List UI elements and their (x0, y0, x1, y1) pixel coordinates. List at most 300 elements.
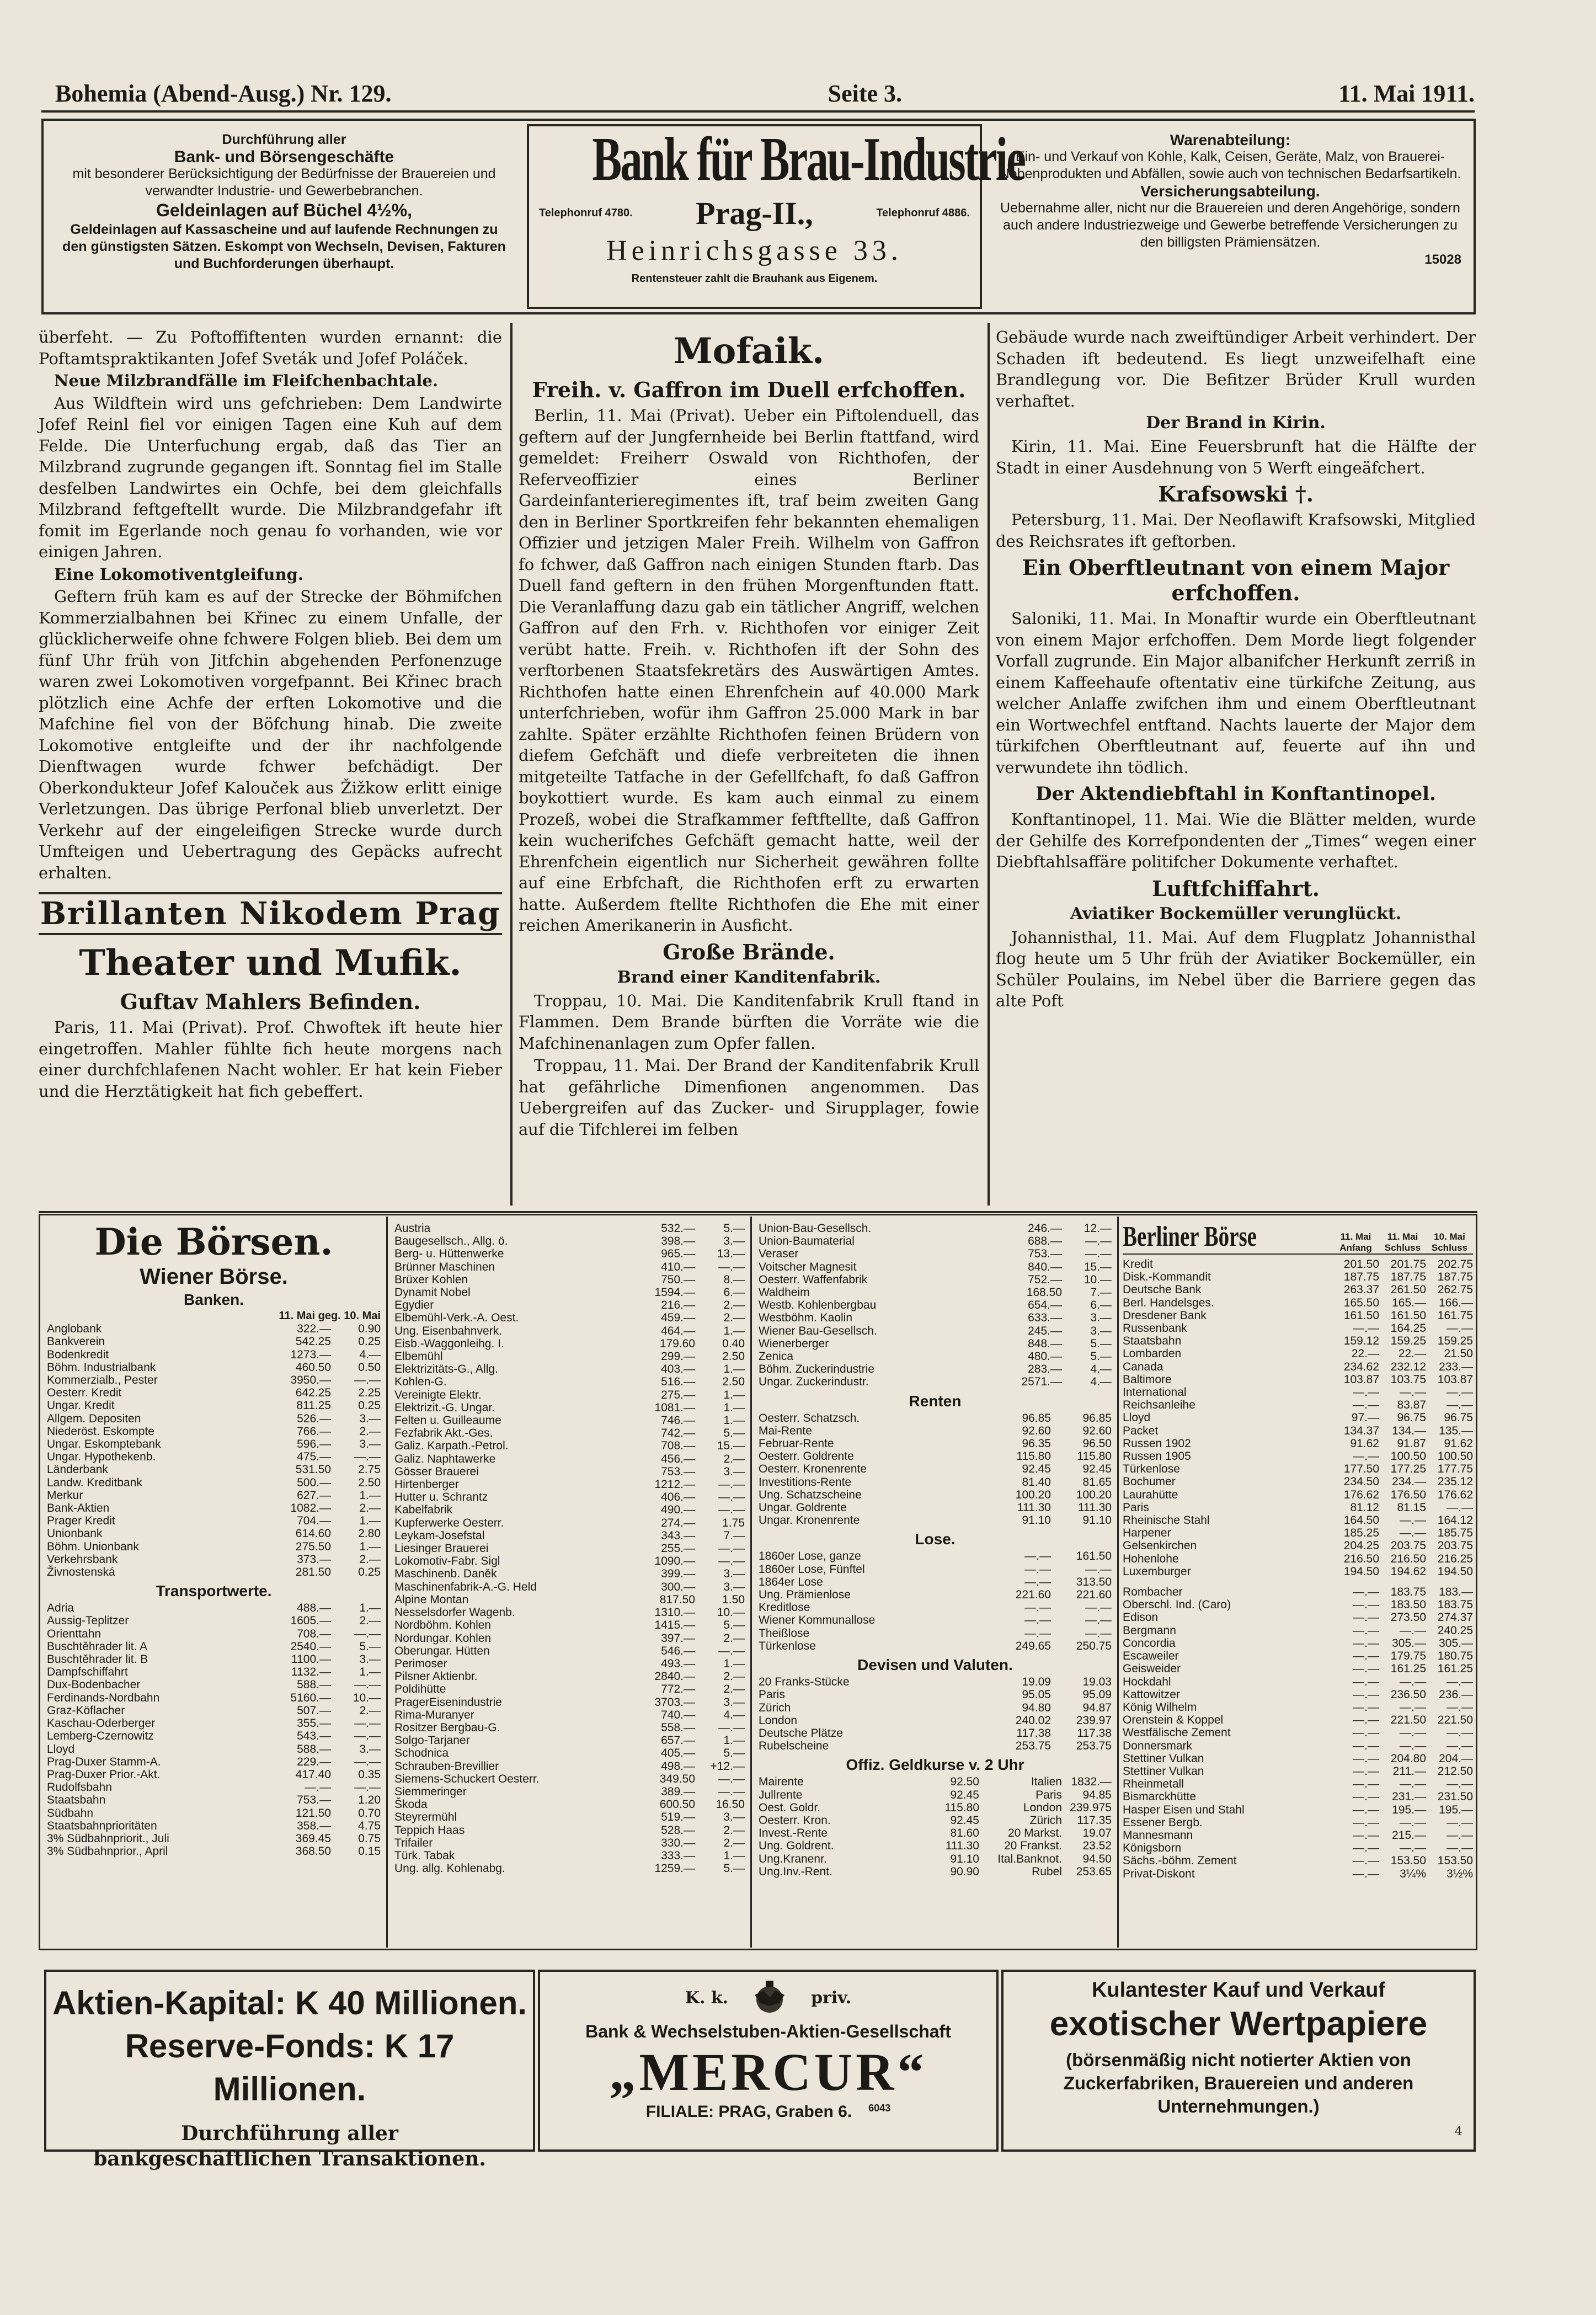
price-cell: 1082.— (290, 1502, 331, 1515)
price-cell: —.— (1085, 1247, 1112, 1261)
security-name: Stettiner Vulkan (1123, 1764, 1204, 1778)
table-row (759, 1550, 1112, 1562)
section-rule (39, 1211, 1477, 1213)
security-name: Trifailer (394, 1836, 433, 1849)
security-name: Galiz. Karpath.-Petrol. (394, 1439, 509, 1453)
security-name: Invest.-Rente (759, 1827, 828, 1840)
price-cell: 657.— (661, 1734, 695, 1747)
security-name: Niederöst. Eskompte (47, 1425, 154, 1438)
price-cell: —.— (718, 1478, 745, 1491)
table-row (394, 1721, 745, 1734)
ad-phone: Telephonruf 4780. (539, 207, 633, 219)
price-cell: 96.75 (1444, 1411, 1473, 1425)
price-cell: 0.25 (358, 1399, 381, 1412)
security-name: 1860er Lose, Fünftel (759, 1562, 865, 1576)
price-cell: 519.— (661, 1811, 695, 1824)
price-cell: 161.75 (1437, 1309, 1473, 1322)
ad-left-text: mit besonderer Berücksichtigung der Bedürfnisse der Brauereien und verwandter Industrie- und Gewerbebranchen. (72, 166, 496, 199)
table-row (1123, 1386, 1473, 1399)
security-name: Rositzer Bergbau-G. (394, 1721, 500, 1734)
price-cell: 262.75 (1437, 1283, 1473, 1297)
price-cell: 2.— (723, 1670, 745, 1683)
security-name: Deutsche Plätze (759, 1726, 843, 1740)
price-cell: 349.50 (659, 1772, 695, 1785)
news-headline: Krafsowski †. (1158, 482, 1314, 506)
security-name: Ung.Inv.-Rent. (759, 1865, 832, 1878)
table-row (394, 1670, 745, 1683)
ad-street: Heinrichsgasse 33. (606, 235, 903, 266)
price-cell: 92.45 (1082, 1463, 1112, 1476)
table-row (394, 1555, 745, 1567)
security-name: Reichsanleihe (1123, 1399, 1195, 1412)
price-cell: —.— (1446, 1675, 1473, 1688)
price-cell: 753.— (297, 1794, 331, 1807)
price-cell: 614.60 (295, 1527, 331, 1540)
header-date: 11. Mai 1911. (1338, 80, 1475, 107)
price-cell: 10.— (1083, 1273, 1112, 1286)
price-cell: 19.07 (1082, 1827, 1112, 1840)
security-name: Wiener Kommunallose (759, 1614, 876, 1627)
table-row (759, 1337, 1112, 1350)
table-row (1123, 1450, 1473, 1463)
price-cell: 1.— (359, 1489, 381, 1502)
security-name: Buschtěhrader lit. B (47, 1653, 148, 1666)
security-name: Voitscher Magnesit (759, 1260, 857, 1273)
security-name: Elbemühl-Verk.-A. Oest. (394, 1311, 519, 1325)
price-cell: 596.— (297, 1438, 331, 1451)
price-cell: —.— (1353, 1726, 1379, 1740)
security-name: Merkur (47, 1489, 83, 1502)
table-row (1123, 1437, 1473, 1450)
table-row (1123, 1765, 1473, 1778)
table-row (47, 1476, 381, 1489)
transport-heading: Transportwerte. (156, 1582, 272, 1600)
price-cell: 187.75 (1390, 1271, 1426, 1284)
table-row (1123, 1701, 1473, 1714)
price-cell: 4.75 (358, 1819, 381, 1832)
price-cell: —.— (1400, 1739, 1426, 1752)
table-row (1123, 1297, 1473, 1309)
price-cell: 216.— (661, 1299, 695, 1312)
news-headline: Große Brände. (663, 939, 835, 964)
price-cell: 221.60 (1076, 1588, 1112, 1602)
table-row (394, 1824, 745, 1837)
table-row (47, 1450, 381, 1463)
price-cell: —.— (1446, 1778, 1473, 1791)
price-cell: 5.— (1090, 1337, 1112, 1350)
table-row (394, 1811, 745, 1823)
table-row (394, 1657, 745, 1670)
price-cell: 1212.— (654, 1478, 695, 1491)
security-name: Bank-Aktien (47, 1502, 110, 1515)
price-cell: 305.— (1392, 1636, 1426, 1650)
price-cell: —.— (1400, 1527, 1426, 1540)
security-name: Nordungar. Kohlen (394, 1631, 492, 1645)
security-name: Länderbank (47, 1463, 108, 1476)
security-name: Pilsner Aktienbr. (394, 1670, 478, 1683)
price-cell: 81.40 (1022, 1475, 1051, 1489)
table-row (394, 1299, 745, 1311)
price-cell: 90.90 (950, 1865, 979, 1878)
table-row (47, 1832, 381, 1845)
price-cell: 1081.— (654, 1401, 695, 1414)
offizielle-kurse-heading: Offiz. Geldkurse v. 2 Uhr (846, 1756, 1024, 1774)
security-name: Jullrente (759, 1788, 803, 1801)
table-row (1123, 1688, 1473, 1701)
table-row (394, 1734, 745, 1747)
price-cell: 3950.— (290, 1374, 331, 1387)
brillanten-advertisement (39, 892, 502, 935)
price-cell: 103.87 (1343, 1373, 1379, 1386)
security-name: London (759, 1714, 798, 1727)
table-row (759, 1222, 1112, 1235)
price-cell: 500.— (297, 1476, 331, 1489)
security-name: Russen 1902 (1123, 1437, 1191, 1450)
industrie-table-2 (759, 1222, 1112, 1389)
mercur-crest-row (540, 1978, 996, 2017)
price-cell: 490.— (661, 1503, 695, 1517)
price-cell: 195.— (1439, 1803, 1473, 1816)
price-cell: 153.50 (1390, 1854, 1426, 1868)
table-row (47, 1794, 381, 1806)
price-cell: 1273.— (290, 1348, 331, 1361)
price-cell: 176.50 (1390, 1488, 1426, 1501)
security-name: Hockdahl (1123, 1675, 1171, 1688)
price-cell: 179.60 (659, 1337, 695, 1350)
table-row (1123, 1842, 1473, 1854)
eagle-crest-icon (750, 1978, 789, 2017)
ad-left-interest: Geldeinlagen auf Büchel 4½%, (156, 200, 413, 220)
security-name: Perimoser (394, 1657, 447, 1670)
price-cell: 3¼% (1400, 1867, 1426, 1880)
ad-right-text: Ein- und Verkauf von Kohle, Kalk, Ceisen, Geräte, Malz, von Brauerei-Nebenprodukten und Abfällen, sowie auch von technischen Bedarfsartikeln. (999, 149, 1461, 182)
price-cell: 1.— (359, 1666, 381, 1679)
price-cell: 1.— (723, 1657, 745, 1670)
price-cell: 531.50 (295, 1463, 331, 1476)
table-row (1123, 1662, 1473, 1675)
price-cell: 194.50 (1343, 1565, 1379, 1578)
price-cell: 81.12 (1350, 1501, 1379, 1514)
price-cell: 1.20 (358, 1794, 381, 1807)
table-row (759, 1601, 1112, 1614)
security-name: 20 Franks-Stücke (759, 1676, 850, 1689)
price-cell: 92.50 (950, 1775, 979, 1789)
table-row (1123, 1829, 1473, 1842)
price-cell: 100.20 (1015, 1488, 1051, 1501)
price-cell: 752.— (1028, 1273, 1062, 1286)
ad-right-panel (990, 126, 1470, 308)
berlin-column-header: 10. Mai Schluss (1431, 1231, 1468, 1253)
price-cell: —.— (1353, 1764, 1379, 1778)
news-headline: Ein Oberftleutnant von einem Major erfchoffen. (1022, 555, 1450, 605)
security-name: Hohenlohe (1123, 1552, 1179, 1565)
security-name: Anglobank (47, 1322, 102, 1336)
table-row (394, 1247, 745, 1260)
security-name: Rima-Muranyer (394, 1708, 474, 1721)
price-cell: 221.50 (1437, 1714, 1473, 1727)
price-cell: 2.— (359, 1425, 381, 1438)
price-cell: 3.— (723, 1465, 745, 1478)
price-cell: 5.— (1090, 1350, 1112, 1363)
price-cell: —.— (354, 1755, 381, 1768)
ad-capital-text: Durchführung aller bankgeschäftlichen Transaktionen. (93, 2122, 486, 2170)
section-title: Theater und Mufik. (79, 942, 462, 984)
security-name: Kredit (1123, 1258, 1153, 1271)
price-cell: —.— (1400, 1778, 1426, 1791)
table-row (759, 1827, 1112, 1839)
news-headline: Guftav Mahlers Befinden. (120, 989, 421, 1014)
price-cell: 546.— (661, 1644, 695, 1657)
price-cell: 459.— (661, 1311, 695, 1325)
table-row (1123, 1586, 1473, 1598)
price-cell: —.— (1400, 1842, 1426, 1855)
price-cell: 4.— (723, 1708, 745, 1721)
price-cell: 0.15 (358, 1845, 381, 1858)
price-cell: 1100.— (291, 1653, 331, 1666)
price-cell: 1.— (723, 1734, 745, 1747)
price-cell: 399.— (661, 1567, 695, 1581)
table-row (394, 1862, 745, 1875)
price-cell: 772.— (661, 1683, 695, 1696)
security-name: Bergmann (1123, 1624, 1176, 1637)
price-cell: —.— (1353, 1842, 1379, 1855)
price-cell: 83.87 (1397, 1399, 1426, 1412)
berlin-table-2 (1123, 1586, 1473, 1880)
table-row (1123, 1565, 1473, 1578)
security-name: Ung. Prämienlose (759, 1588, 851, 1602)
table-row (1123, 1463, 1473, 1475)
security-name: Landw. Kreditbank (47, 1476, 142, 1489)
news-headline: Der Aktendiebftahl in Konftantinopel. (1035, 783, 1436, 805)
price-cell: 708.— (661, 1439, 695, 1453)
ad-reserve-line: Reserve-Fonds: K 17 Millionen. (125, 2028, 455, 2108)
price-cell: 232.12 (1390, 1360, 1426, 1373)
table-row (394, 1747, 745, 1759)
table-row (759, 1814, 1112, 1827)
price-cell: 15.— (717, 1439, 745, 1453)
table-row (47, 1386, 381, 1399)
running-header (55, 58, 1475, 108)
price-cell: 203.75 (1390, 1539, 1426, 1553)
security-name: Hutter u. Schrantz (394, 1491, 488, 1504)
price-cell: 1090.— (654, 1555, 695, 1568)
price-cell: 221.50 (1390, 1714, 1426, 1727)
table-row (394, 1325, 745, 1337)
price-cell: 161.50 (1076, 1550, 1112, 1563)
security-name: Unionbank (47, 1527, 103, 1540)
price-cell: 305.— (1439, 1636, 1473, 1650)
price-cell: 558.— (661, 1721, 695, 1734)
security-name: Zürich (759, 1701, 791, 1714)
price-cell: 274.— (661, 1516, 695, 1529)
price-cell: —.— (1085, 1562, 1112, 1576)
lose-heading: Lose. (915, 1530, 956, 1548)
security-name: Fezfabrik Akt.-Ges. (394, 1427, 493, 1440)
security-name: Prager Kredit (47, 1514, 115, 1528)
price-cell: 460.50 (295, 1361, 331, 1374)
price-cell: 216.50 (1390, 1552, 1426, 1565)
ad-contact-row (529, 193, 980, 234)
table-row (759, 1489, 1112, 1501)
price-cell: 848.— (1028, 1337, 1062, 1350)
price-cell: 96.50 (1082, 1437, 1112, 1450)
security-name: Geisweider (1123, 1662, 1181, 1676)
table-row (394, 1311, 745, 1324)
security-name: Privat-Diskont (1123, 1867, 1195, 1880)
price-cell: 5.— (723, 1862, 745, 1875)
security-name: Elektrizitäts-G., Allg. (394, 1363, 498, 1376)
price-cell: 177.50 (1343, 1463, 1379, 1476)
price-cell: 2.— (723, 1311, 745, 1325)
price-cell: 203.75 (1437, 1539, 1473, 1553)
table-row (1123, 1399, 1473, 1411)
price-cell: 2.— (359, 1704, 381, 1717)
table-row (394, 1491, 745, 1503)
table-row (394, 1414, 745, 1427)
price-cell: 526.— (297, 1412, 331, 1425)
header-page-number: Seite 3. (828, 80, 903, 107)
security-name: Lemberg-Czernowitz (47, 1730, 154, 1743)
price-cell: 96.85 (1082, 1411, 1112, 1425)
security-name: Ung. Schatzscheine (759, 1488, 862, 1501)
table-row (1123, 1373, 1473, 1386)
table-row (47, 1768, 381, 1781)
table-row (1123, 1752, 1473, 1765)
table-row (394, 1632, 745, 1645)
security-name: Nordböhm. Kohlen (394, 1619, 492, 1632)
price-cell: 204.— (1439, 1752, 1473, 1765)
security-name: Kabelfabrik (394, 1503, 453, 1517)
security-name: Union-Baumaterial (759, 1235, 855, 1248)
price-cell: 275.— (661, 1388, 695, 1401)
price-cell: 96.85 (1022, 1411, 1051, 1425)
security-name: Oesterr. Schatzsch. (759, 1411, 860, 1425)
price-cell: —.— (1353, 1790, 1379, 1804)
price-cell: 1.75 (722, 1516, 745, 1529)
price-cell: 215.— (1392, 1828, 1426, 1842)
security-name: Westb. Kohlenbergbau (759, 1299, 877, 1312)
wiener-boerse-heading: Wiener Börse. (140, 1265, 288, 1289)
security-name: Schodnica (394, 1747, 449, 1760)
security-name: Berg- u. Hüttenwerke (394, 1247, 504, 1261)
price-cell: 688.— (1028, 1235, 1062, 1248)
price-cell: 600.50 (659, 1798, 695, 1811)
column-header: 11. Mai geg. 10. Mai (279, 1310, 381, 1322)
price-cell: 368.50 (295, 1845, 331, 1858)
security-name: Maschinenb. Daněk (394, 1567, 497, 1581)
price-cell: 281.50 (295, 1566, 331, 1579)
price-cell: 81.60 (950, 1827, 979, 1840)
security-name: Ung. Goldrent. (759, 1839, 834, 1853)
table-row (47, 1527, 381, 1540)
price-cell: 176.62 (1437, 1488, 1473, 1501)
price-cell: 91.87 (1397, 1437, 1426, 1450)
price-cell: 403.— (661, 1363, 695, 1376)
table-row (47, 1348, 381, 1361)
price-cell: 6.— (1090, 1299, 1112, 1312)
price-cell: Zürich (1029, 1813, 1062, 1827)
security-name: Egydier (394, 1299, 434, 1312)
ad-left-heading: Bank- und Börsengeschäfte (174, 148, 394, 166)
security-name: Bodenkredit (47, 1348, 109, 1361)
price-cell: 185.75 (1437, 1527, 1473, 1540)
price-cell: 708.— (297, 1627, 331, 1640)
price-cell: 94.85 (1082, 1788, 1112, 1801)
table-row (759, 1299, 1112, 1311)
security-name: Oesterr. Kron. (759, 1813, 831, 1827)
security-name: 3% Südbahnprior., April (47, 1845, 168, 1858)
price-cell: —.— (1353, 1636, 1379, 1650)
price-cell: 405.— (661, 1747, 695, 1760)
security-name: Oesterr. Waffenfabrik (759, 1273, 868, 1286)
security-name: 3% Südbahnpriorit., Juli (47, 1832, 169, 1845)
table-row (1123, 1361, 1473, 1373)
price-cell: 81.65 (1082, 1475, 1112, 1489)
news-paragraph: Geftern früh kam es auf der Strecke der Böhmifchen Kommerzialbahnen bei Křinec zu einem Unfalle, der glücklicherweife ohne fchwere Folgen blieb. Bei dem um fünf Uhr früh von Jitfchin abgehenden Perfonenzuge waren zwei Lokomotiven vorgefpannt. Bei Křinec brach plötzlich eine Achfe der erften Lokomotive und die Mafchine fiel von der Böfchung hinab. Die zweite Lokomotive entgleifte und der ihr nachfolgende Dienftwagen wurde fchwer befchädigt. Der Oberkondukteur Jofef Kalouček aus Žižkow erlitt einige Verletzungen. Das übrige Perfonal blieb unverletzt. Der Verkehr auf der eingeleifigen Strecke wurde durch Umfteigen und Uebertragung des Gepäcks aufrecht erhalten. (39, 587, 502, 882)
price-cell: 274.37 (1437, 1611, 1473, 1624)
price-cell: 103.75 (1390, 1373, 1426, 1386)
berlin-header (1123, 1220, 1473, 1255)
table-row (394, 1837, 745, 1849)
price-cell: 164.12 (1437, 1514, 1473, 1527)
price-cell: 111.30 (1017, 1501, 1051, 1514)
price-cell: 168.50 (1026, 1286, 1062, 1299)
table-row (47, 1502, 381, 1514)
price-cell: 165.— (1392, 1296, 1426, 1309)
table-row (1123, 1411, 1473, 1424)
security-name: Veraser (759, 1247, 799, 1261)
price-cell: —.— (1400, 1700, 1426, 1714)
mercur-company: Bank & Wechselstuben-Aktien-Gesellschaft (585, 2021, 951, 2041)
price-cell: 2.75 (358, 1463, 381, 1476)
security-name: Brünner Maschinen (394, 1260, 495, 1273)
security-name: Siemmeringer (394, 1785, 467, 1798)
table-row (1123, 1868, 1473, 1880)
news-paragraph: Konftantinopel, 11. Mai. Wie die Blätter melden, wurde der Gehilfe des Korrefpondenten der „Times“ wegen einer Diebftahlsaffäre politifcher Dokumente verhaftet. (996, 810, 1476, 871)
table-row (394, 1375, 745, 1388)
price-cell: —.— (354, 1450, 381, 1464)
offizielle-kurse-table (759, 1775, 1112, 1878)
price-cell: 91.62 (1350, 1437, 1379, 1450)
table-row (1123, 1271, 1473, 1283)
price-cell: 4.— (1090, 1375, 1112, 1389)
column-local-news (39, 327, 502, 1204)
price-cell: 97.— (1351, 1411, 1379, 1425)
column-rule (750, 1217, 752, 1948)
section-title: Mofaik. (673, 330, 825, 372)
table-row (759, 1789, 1112, 1801)
price-cell: 96.35 (1022, 1437, 1051, 1450)
price-cell: 1132.— (291, 1666, 331, 1679)
table-row (47, 1602, 381, 1614)
table-row (1123, 1489, 1473, 1501)
table-row (47, 1374, 381, 1386)
security-name: Elbemühl (394, 1350, 443, 1363)
security-name: Ungar. Goldrente (759, 1501, 847, 1514)
price-cell: —.— (1353, 1675, 1379, 1688)
security-name: Böhm. Unionbank (47, 1540, 139, 1553)
price-cell: 234.50 (1343, 1475, 1379, 1489)
security-name: Kupferwerke Oesterr. (394, 1516, 504, 1529)
news-paragraph: Gebäude wurde nach zweiftündiger Arbeit verhindert. Der Schaden ift bedeutend. Es liegt unzweifelhaft eine Brandlegung vor. Die Befitzer Brüder Krull wurden verhaftet. (996, 328, 1476, 410)
price-cell: 263.37 (1343, 1283, 1379, 1297)
price-cell: 740.— (661, 1708, 695, 1721)
security-name: Elektrizit.-G. Ungar. (394, 1401, 495, 1414)
security-name: Westböhm. Kaolin (759, 1311, 853, 1325)
security-name: Dynamit Nobel (394, 1286, 471, 1299)
price-cell: 355.— (297, 1717, 331, 1730)
price-cell: 176.62 (1343, 1488, 1379, 1501)
